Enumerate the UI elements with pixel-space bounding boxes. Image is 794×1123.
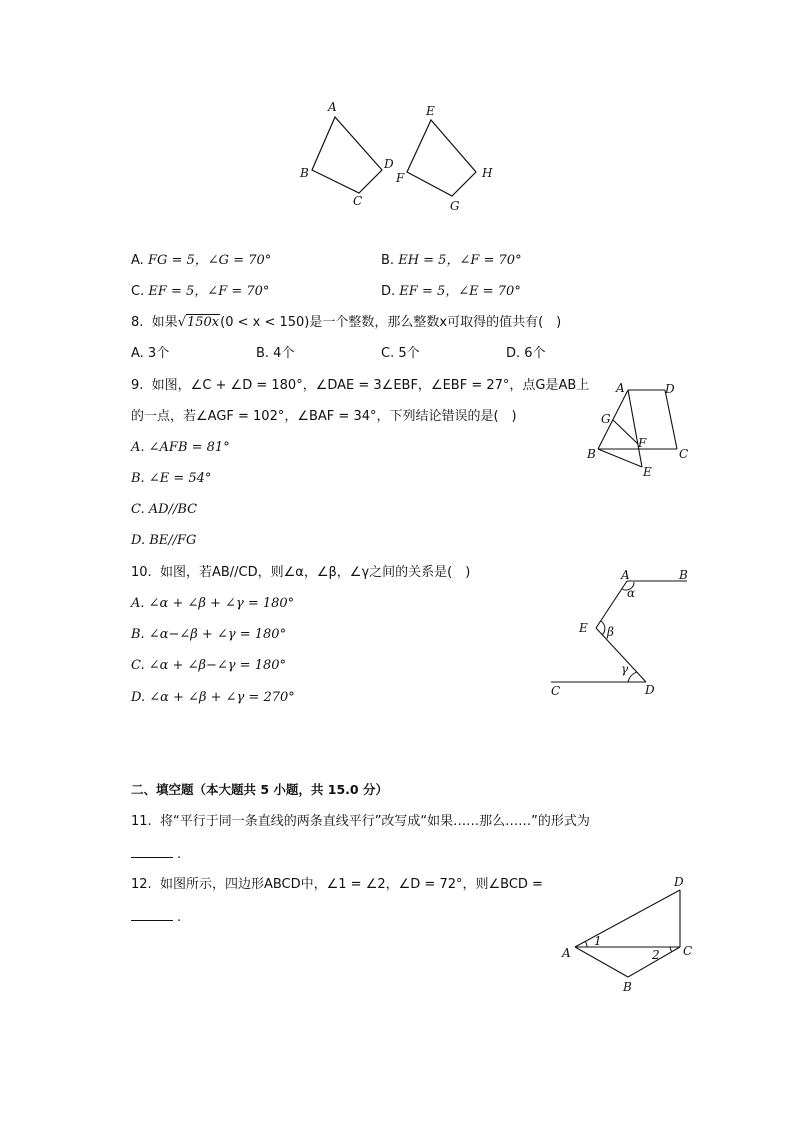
question-number: 12. [131,877,152,892]
label-c: C [353,194,363,208]
arc-angle-2 [670,947,672,952]
label-a: A [328,100,337,114]
label-a: A [616,381,625,395]
label-c: C [679,447,689,461]
option-letter: A. [131,253,144,268]
option-letter: C. [131,284,145,299]
label-c: C [683,944,693,958]
label-a: A [621,568,630,582]
q11-text: 将“平行于同一条直线的两条直线平行”改写成“如果……那么……”的形式为 [159,814,590,829]
question-number: 11. [131,814,152,829]
label-f: F [638,436,647,450]
option-text: EH = 5，∠F = 70° [398,253,522,268]
question-number: 8. [131,315,144,330]
label-angle-1: 1 [594,934,602,948]
q9-text-2: 的一点，若∠AGF = 102°，∠BAF = 34°，下列结论错误的是( ) [131,409,517,424]
option-text: C. ∠α + ∠β−∠γ = 180° [131,658,287,673]
label-gamma: γ [621,662,629,676]
option-text: C. AD//BC [131,502,198,517]
label-f: F [396,171,405,185]
segment-ad [575,890,680,947]
option-letter: D. [381,284,396,299]
label-e: E [643,465,652,479]
option-text: B. 4个 [256,346,295,361]
option-text: EF = 5，∠E = 70° [399,284,521,299]
option-text: FG = 5，∠G = 70° [147,253,272,268]
label-b: B [623,980,632,994]
segment-ab [575,947,628,977]
q10-text: 如图，若AB//CD，则∠α，∠β，∠γ之间的关系是( ) [159,565,471,580]
q8-pre: 如果 [151,315,178,330]
label-d: D [645,683,655,697]
option-text: D. ∠α + ∠β + ∠γ = 270° [131,690,295,705]
label-d: D [665,382,675,396]
q11-tail: . [177,847,182,862]
question-number: 9. [131,378,144,393]
question-number: 10. [131,565,152,580]
label-c: C [551,684,561,698]
label-b: B [679,568,688,582]
q8-post: (0 < x < 150)是一个整数，那么整数x可取得的值共有( ) [220,315,562,330]
option-text: D. 6个 [506,346,546,361]
option-letter: B. [381,253,395,268]
section-title: 二、填空题（本大题共 5 小题，共 15.0 分） [131,782,388,797]
label-angle-2: 2 [652,948,660,962]
label-beta: β [607,625,614,639]
q9-text-1: 如图，∠C + ∠D = 180°，∠DAE = 3∠EBF，∠EBF = 27°，点G是AB上 [151,378,590,393]
label-d: D [674,875,684,889]
option-text: B. ∠α−∠β + ∠γ = 180° [131,627,287,642]
option-text: C. 5个 [381,346,420,361]
arc-angle-1 [585,941,587,947]
label-g: G [601,412,611,426]
sqrt-sign: √ [177,315,186,330]
option-text: A. ∠AFB = 81° [131,440,230,455]
option-text: EF = 5，∠F = 70° [148,284,270,299]
option-text: D. BE//FG [131,533,197,548]
label-b: B [587,447,596,461]
label-alpha: α [627,586,636,600]
label-a: A [562,946,571,960]
option-text: B. ∠E = 54° [131,471,212,486]
q8-radicand: 150x [186,315,220,330]
label-d: D [384,157,394,171]
q12-tail: . [177,910,182,925]
option-text: A. 3个 [131,346,170,361]
option-text: A. ∠α + ∠β + ∠γ = 180° [131,596,295,611]
q12-text: 如图所示，四边形ABCD中，∠1 = ∠2，∠D = 72°，则∠BCD = [159,877,543,892]
label-g: G [450,199,460,213]
label-e: E [579,621,588,635]
label-b: B [300,166,309,180]
label-h: H [482,166,493,180]
label-e: E [426,104,435,118]
